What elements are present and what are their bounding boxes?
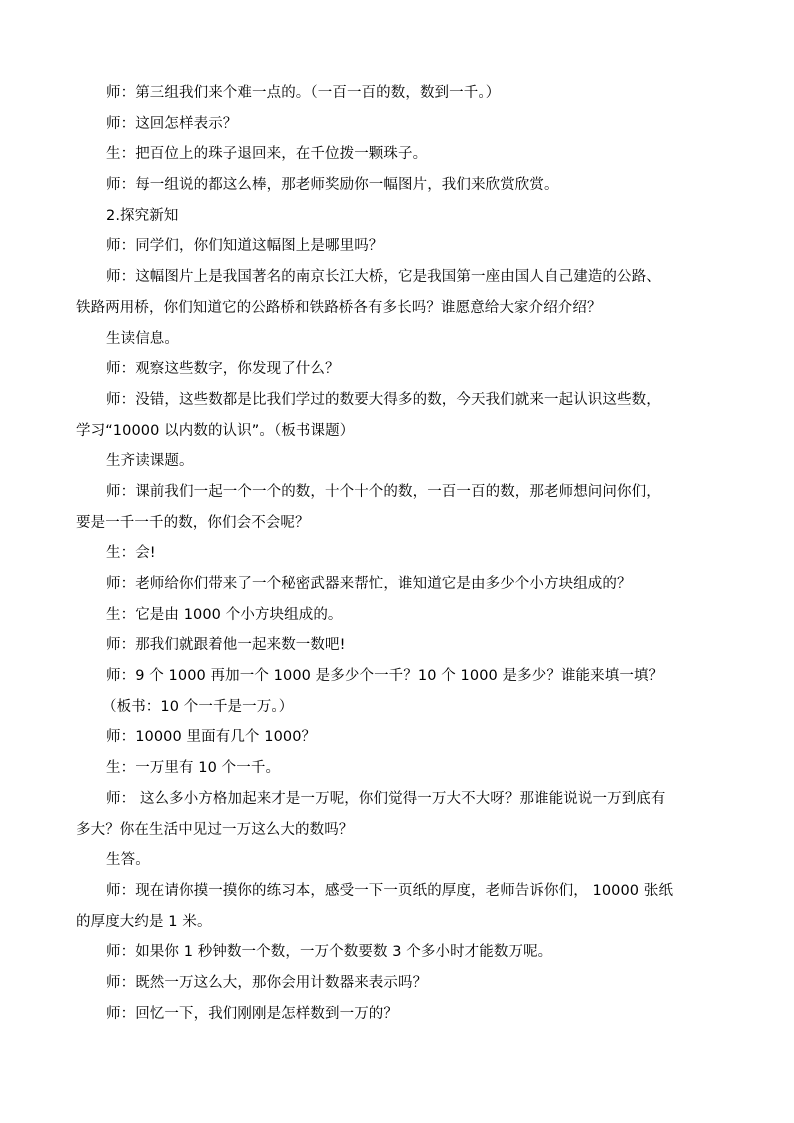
text-line: （板书：10 个一千是一万。）	[102, 698, 294, 715]
text-line: 师：现在请你摸一摸你的练习本，感受一下一页纸的厚度，老师告诉你们， 10000 张纸	[106, 882, 674, 899]
text-line: 的厚度大约是 1 米。	[76, 913, 212, 930]
text-line: 师：没错，这些数都是比我们学过的数要大得多的数，今天我们就来一起认识这些数，	[106, 391, 661, 408]
text-line: 师：老师给你们带来了一个秘密武器来帮忙，谁知道它是由多少个小方块组成的？	[106, 576, 632, 592]
text-line: 生：会!	[106, 545, 156, 562]
text-line: 生：一万里有 10 个一千。	[106, 760, 281, 777]
text-line: 生：它是由 1000 个小方块组成的。	[106, 606, 343, 623]
text-line: 生读信息。	[106, 330, 179, 347]
text-line: 师：课前我们一起一个一个的数，十个十个的数，一百一百的数，那老师想问问你们，	[106, 483, 661, 500]
text-line: 师：既然一万这么大，那你会用计数器来表示吗？	[106, 974, 428, 991]
text-line: 2.探究新知	[106, 207, 179, 224]
text-line: 师：如果你 1 秒钟数一个数，一万个数要数 3 个多小时才能数万呢。	[106, 944, 553, 961]
text-line: 生答。	[106, 852, 150, 869]
text-line: 师：观察这些数字，你发现了什么？	[106, 361, 340, 378]
text-line: 师： 这么多小方格加起来才是一万呢，你们觉得一万大不大呀？那谁能说说一万到底有	[106, 790, 666, 807]
text-line: 师：每一组说的都这么棒，那老师奖励你一幅图片，我们来欣赏欣赏。	[106, 177, 559, 194]
text-line: 要是一千一千的数，你们会不会呢？	[76, 514, 310, 531]
document-body	[76, 78, 726, 1029]
text-line: 生齐读课题。	[106, 453, 194, 470]
text-line: 多大？你在生活中见过一万这么大的数吗？	[76, 821, 354, 838]
text-line: 师：9 个 1000 再加一个 1000 是多少个一千？10 个 1000 是多少？谁能来填一填？	[106, 668, 664, 685]
text-line: 师：那我们就跟着他一起来数一数吧!	[106, 637, 346, 654]
text-line: 师：这幅图片上是我国著名的南京长江大桥，它是我国第一座由国人自己建造的公路、	[106, 269, 661, 286]
text-line: 师：第三组我们来个难一点的。（一百一百的数，数到一千。）	[106, 85, 501, 101]
text-line: 学习“10000 以内数的认识”。（板书课题）	[76, 422, 355, 439]
text-line: 师：回忆一下，我们刚刚是怎样数到一万的？	[106, 1005, 398, 1022]
text-line: 铁路两用桥，你们知道它的公路桥和铁路桥各有多长吗？谁愿意给大家介绍介绍？	[76, 299, 602, 316]
text-line: 师：10000 里面有几个 1000？	[106, 729, 317, 746]
text-line: 师：这回怎样表示？	[106, 115, 238, 132]
text-line: 师：同学们，你们知道这幅图上是哪里吗？	[106, 238, 384, 255]
text-line: 生：把百位上的珠子退回来，在千位拨一颗珠子。	[106, 146, 428, 163]
